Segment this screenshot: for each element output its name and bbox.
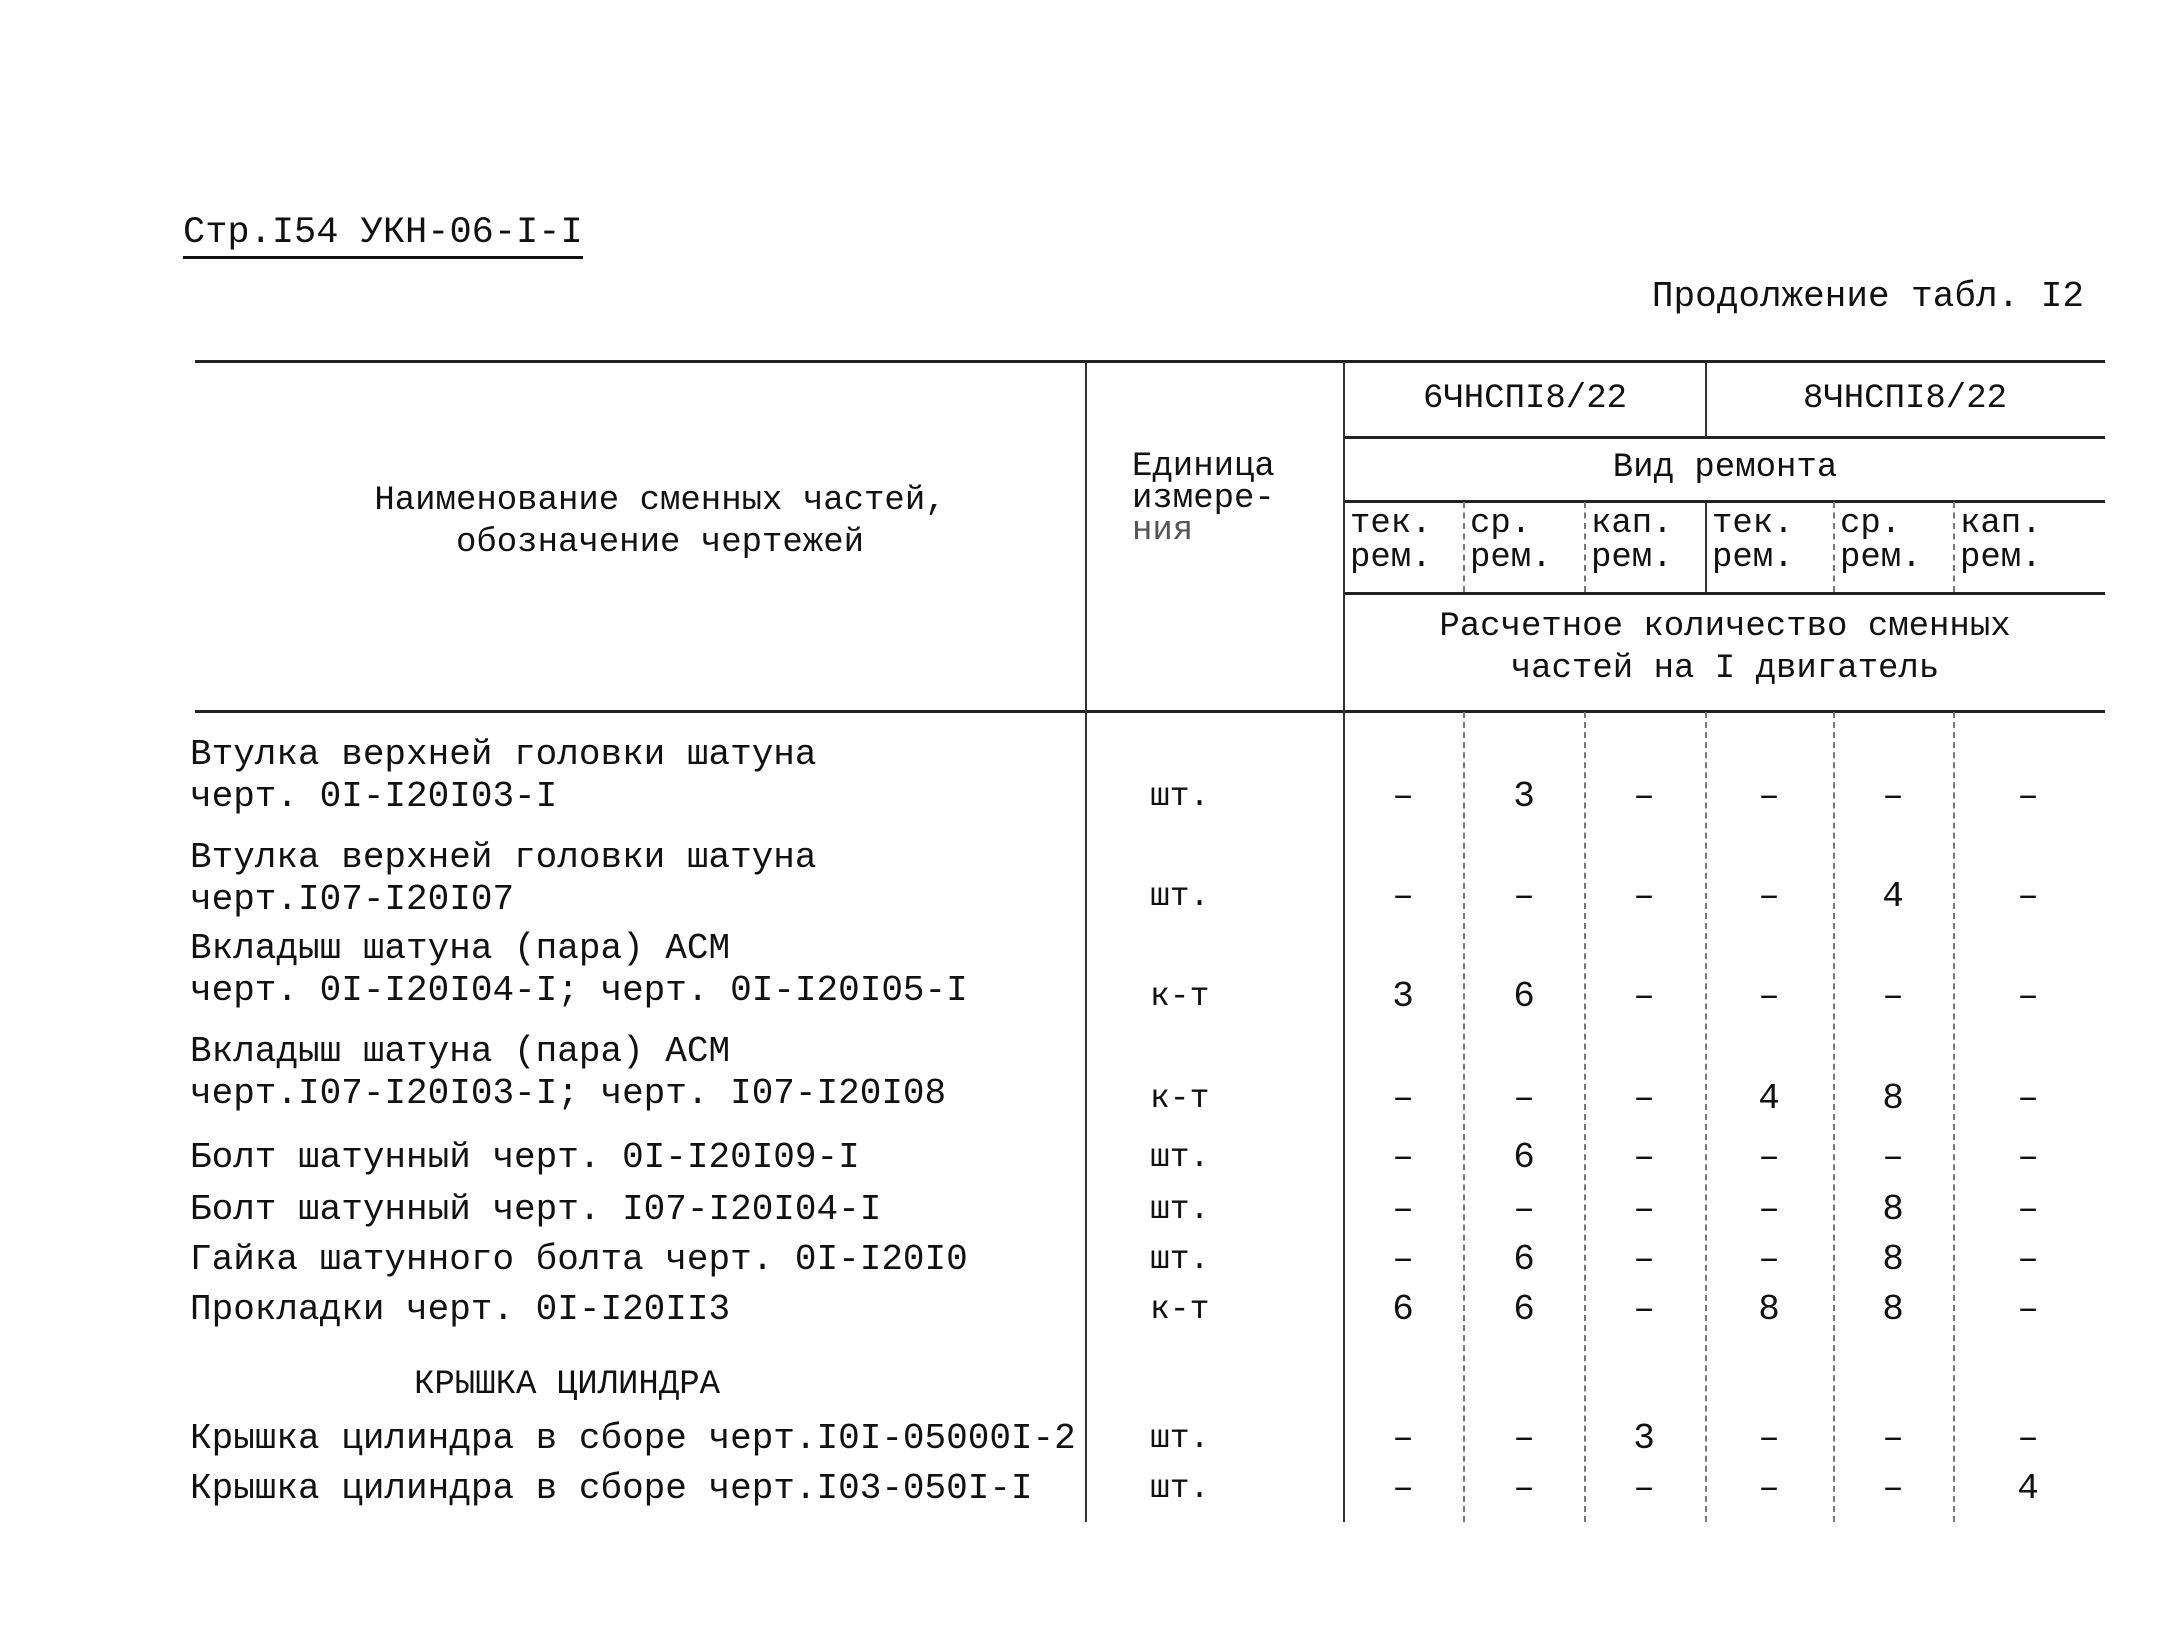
- quantity-cell: 8: [1758, 1289, 1780, 1330]
- quantity-cell: –: [2017, 876, 2039, 917]
- body-divider-1: [1463, 712, 1465, 1522]
- quantity-cell: –: [1633, 1468, 1655, 1509]
- part-name-line: черт. 0I-I20I03-I: [190, 776, 558, 817]
- quantity-cell: –: [1882, 776, 1904, 817]
- quantity-cell: 3: [1392, 976, 1414, 1017]
- quantity-cell: –: [1882, 976, 1904, 1017]
- repair-divider-5: [1953, 502, 1955, 592]
- part-name-line: Втулка верхней головки шатуна: [190, 734, 817, 775]
- body-divider-5: [1953, 712, 1955, 1522]
- unit-cell: шт.: [1150, 1470, 1210, 1507]
- quantity-cell: –: [1633, 1137, 1655, 1178]
- repair-col-header-line: ср.: [1470, 505, 1532, 543]
- repair-col-header-line: рем.: [1712, 539, 1794, 577]
- unit-cell: шт.: [1150, 1241, 1210, 1278]
- part-name: [190, 1137, 860, 1179]
- repair-col-header: [1591, 503, 1673, 579]
- quantity-cell: 4: [1758, 1078, 1780, 1119]
- body-divider-4: [1833, 712, 1835, 1522]
- part-name-line: Вкладыш шатуна (пара) АСМ: [190, 1031, 731, 1072]
- engine-1-header: 6ЧНСПI8/22: [1422, 380, 1628, 418]
- body-divider-2: [1584, 712, 1586, 1522]
- repair-cols-rule: [1345, 592, 2105, 595]
- quantity-cell: –: [2017, 976, 2039, 1017]
- unit-cell: к-т: [1150, 1291, 1210, 1328]
- unit-cell: шт.: [1150, 778, 1210, 815]
- unit-cell: шт.: [1150, 1191, 1210, 1228]
- repair-col-header-line: рем.: [1350, 539, 1432, 577]
- repair-col-header: [1350, 503, 1432, 579]
- repair-col-header: [1470, 503, 1552, 579]
- quantity-cell: 6: [1513, 1239, 1535, 1280]
- quantity-cell: 4: [1882, 876, 1904, 917]
- part-name: [190, 734, 817, 818]
- repair-col-header-line: рем.: [1591, 539, 1673, 577]
- quantity-cell: –: [1633, 1239, 1655, 1280]
- part-name: [190, 837, 817, 921]
- section-title: КРЫШКА ЦИЛИНДРА: [414, 1366, 721, 1404]
- quantity-cell: 8: [1882, 1078, 1904, 1119]
- part-name-line: Болт шатунный черт. I07-I20I04-I: [190, 1189, 882, 1230]
- quantity-cell: –: [1758, 876, 1780, 917]
- quantity-cell: 6: [1392, 1289, 1414, 1330]
- quantity-header: Расчетное количество сменных частей на I двигатель: [1439, 608, 2011, 688]
- table-continuation-label: Продолжение табл. I2: [1651, 276, 2084, 317]
- unit-column-header: Единица измере- ния: [1132, 448, 1275, 550]
- quantity-cell: –: [1882, 1137, 1904, 1178]
- quantity-cell: 4: [2017, 1468, 2039, 1509]
- part-name: [190, 1418, 1076, 1460]
- quantity-cell: –: [2017, 776, 2039, 817]
- quantity-cell: –: [1758, 1239, 1780, 1280]
- quantity-cell: 8: [1882, 1289, 1904, 1330]
- quantity-cell: –: [2017, 1078, 2039, 1119]
- repair-col-header: [1960, 503, 2042, 579]
- quantity-cell: –: [1392, 776, 1414, 817]
- part-name: [190, 1289, 730, 1331]
- part-name-line: Крышка цилиндра в сборе черт.I03-050I-I: [190, 1468, 1033, 1509]
- repair-col-header-line: кап.: [1960, 505, 2042, 543]
- quantity-cell: –: [1392, 876, 1414, 917]
- part-name-line: черт.I07-I20I03-I; черт. I07-I20I08: [190, 1073, 947, 1114]
- quantity-cell: –: [1633, 876, 1655, 917]
- quantity-cell: –: [1758, 776, 1780, 817]
- quantity-cell: 8: [1882, 1189, 1904, 1230]
- repair-col-header-line: тек.: [1712, 505, 1794, 543]
- part-name: [190, 1189, 881, 1231]
- unit-cell: шт.: [1150, 1420, 1210, 1457]
- page-reference: Стр.I54 УКН-06-I-I: [183, 212, 583, 259]
- body-divider-3: [1705, 712, 1707, 1522]
- part-name-line: Втулка верхней головки шатуна: [190, 837, 817, 878]
- quantity-cell: –: [1758, 1189, 1780, 1230]
- part-name-line: черт.I07-I20I07: [190, 879, 515, 920]
- quantity-cell: 6: [1513, 976, 1535, 1017]
- repair-col-header-line: тек.: [1350, 505, 1432, 543]
- quantity-cell: –: [1513, 1418, 1535, 1459]
- quantity-cell: –: [1633, 776, 1655, 817]
- repair-divider-4: [1833, 502, 1835, 592]
- engine-2-header: 8ЧНСПI8/22: [1802, 380, 2008, 418]
- unit-cell: к-т: [1150, 1080, 1210, 1117]
- unit-col-divider: [1085, 362, 1087, 1522]
- part-name-line: Прокладки черт. 0I-I20II3: [190, 1289, 731, 1330]
- quantity-cell: 8: [1882, 1239, 1904, 1280]
- quantity-cell: –: [1513, 876, 1535, 917]
- name-column-header: Наименование сменных частей, обозначение чертежей: [374, 482, 946, 562]
- part-name: [190, 928, 968, 1012]
- quantity-cell: –: [2017, 1239, 2039, 1280]
- quantity-cell: –: [1758, 1468, 1780, 1509]
- repair-type-header: Вид ремонта: [1612, 449, 1838, 487]
- repair-col-header-line: рем.: [1470, 539, 1552, 577]
- quantity-cell: –: [1882, 1418, 1904, 1459]
- part-name-line: Крышка цилиндра в сборе черт.I0I-05000I-2: [190, 1418, 1076, 1459]
- quantity-cell: –: [1392, 1418, 1414, 1459]
- part-name: [190, 1468, 1033, 1510]
- part-name: [190, 1031, 946, 1115]
- values-col-divider: [1343, 362, 1345, 1522]
- quantity-cell: 6: [1513, 1289, 1535, 1330]
- repair-divider-3: [1705, 502, 1707, 592]
- quantity-cell: 6: [1513, 1137, 1535, 1178]
- part-name-line: Вкладыш шатуна (пара) АСМ: [190, 928, 731, 969]
- quantity-cell: 3: [1513, 776, 1535, 817]
- quantity-cell: –: [1392, 1189, 1414, 1230]
- quantity-cell: –: [1882, 1468, 1904, 1509]
- unit-cell: шт.: [1150, 1139, 1210, 1176]
- quantity-cell: –: [1392, 1137, 1414, 1178]
- quantity-cell: –: [1633, 976, 1655, 1017]
- repair-col-header-line: кап.: [1591, 505, 1673, 543]
- repair-col-header-line: ср.: [1840, 505, 1902, 543]
- unit-cell: к-т: [1150, 978, 1210, 1015]
- part-name-line: черт. 0I-I20I04-I; черт. 0I-I20I05-I: [190, 970, 968, 1011]
- part-name-line: Гайка шатунного болта черт. 0I-I20I0: [190, 1239, 968, 1280]
- quantity-cell: –: [1758, 1418, 1780, 1459]
- quantity-cell: –: [1392, 1239, 1414, 1280]
- quantity-cell: –: [1513, 1468, 1535, 1509]
- quantity-cell: –: [1513, 1189, 1535, 1230]
- quantity-cell: 3: [1633, 1418, 1655, 1459]
- quantity-cell: –: [1513, 1078, 1535, 1119]
- quantity-cell: –: [2017, 1418, 2039, 1459]
- quantity-cell: –: [1392, 1468, 1414, 1509]
- quantity-cell: –: [1633, 1078, 1655, 1119]
- repair-col-header-line: рем.: [1840, 539, 1922, 577]
- part-name-line: Болт шатунный черт. 0I-I20I09-I: [190, 1137, 860, 1178]
- quantity-cell: –: [1758, 1137, 1780, 1178]
- repair-col-header-line: рем.: [1960, 539, 2042, 577]
- quantity-cell: –: [2017, 1189, 2039, 1230]
- repair-col-header: [1840, 503, 1922, 579]
- header-bottom-rule: [195, 710, 2105, 713]
- quantity-cell: –: [1633, 1189, 1655, 1230]
- repair-divider-1: [1463, 502, 1465, 592]
- quantity-cell: –: [1758, 976, 1780, 1017]
- table-top-rule: [195, 360, 2105, 363]
- repair-divider-2: [1584, 502, 1586, 592]
- quantity-cell: –: [1392, 1078, 1414, 1119]
- quantity-cell: –: [1633, 1289, 1655, 1330]
- part-name: [190, 1239, 968, 1281]
- quantity-cell: –: [2017, 1289, 2039, 1330]
- quantity-cell: –: [2017, 1137, 2039, 1178]
- repair-col-header: [1712, 503, 1794, 579]
- engine-header-rule: [1345, 436, 2105, 439]
- unit-cell: шт.: [1150, 878, 1210, 915]
